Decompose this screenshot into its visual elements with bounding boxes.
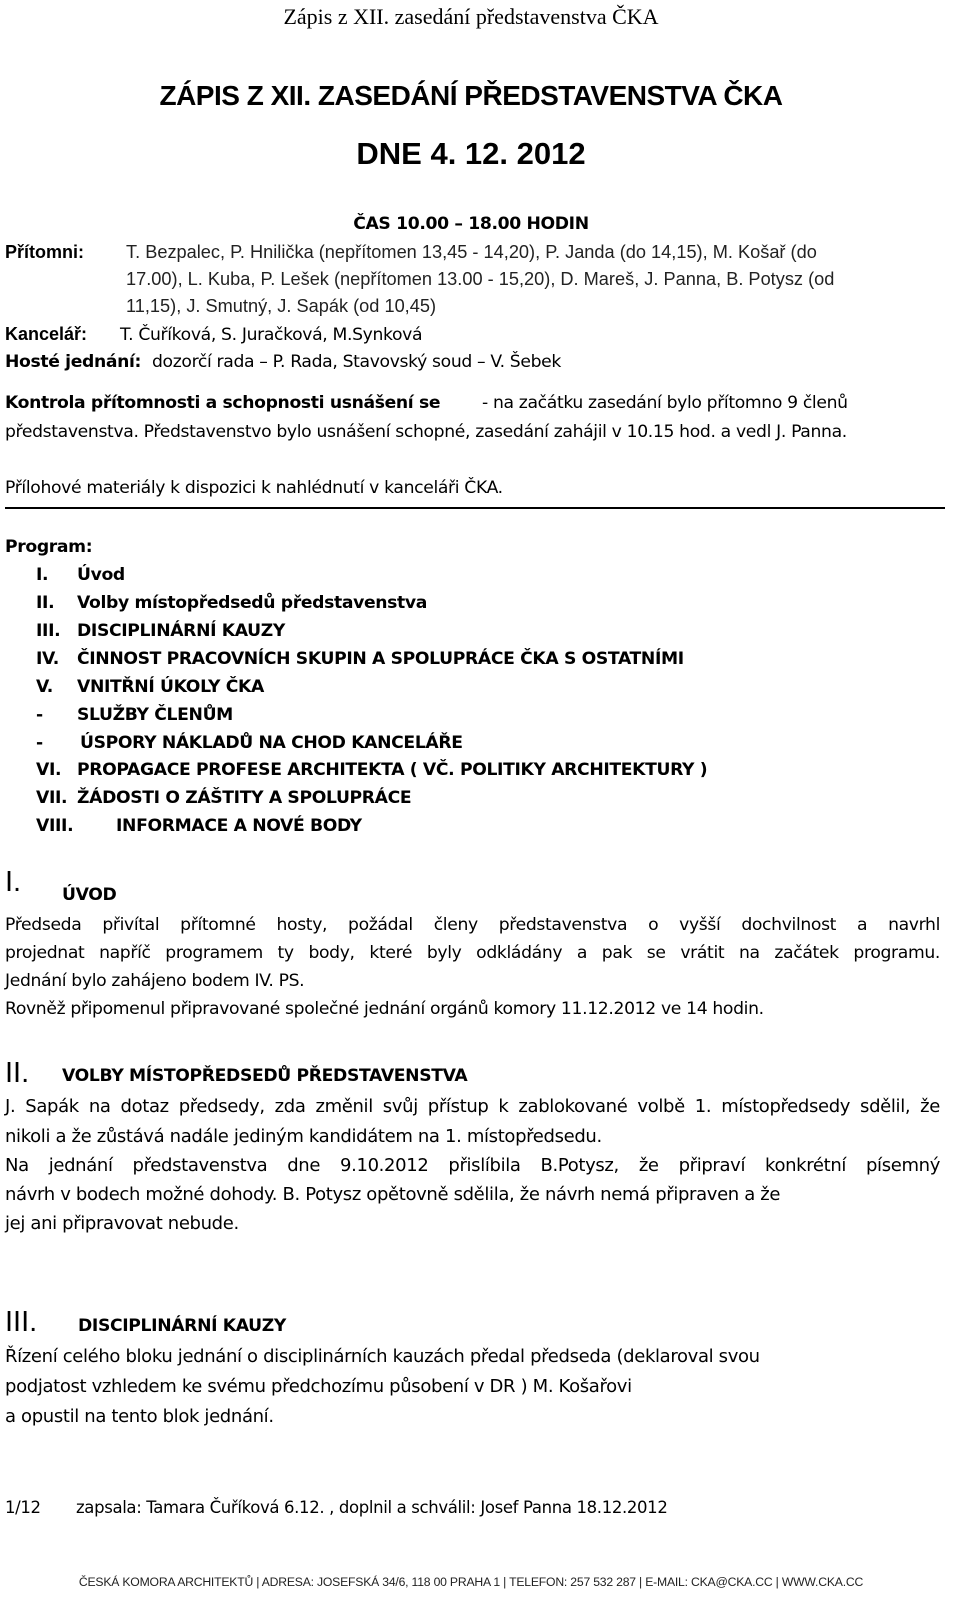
present-line: T. Bezpalec, P. Hnilička (nepřítomen 13,45 - 14,20), P. Janda (do 14,15), M. Košař (do: [126, 242, 817, 262]
section-title: ÚVOD: [62, 885, 117, 905]
office-value: T. Čuříková, S. Juračková, M.Synková: [120, 325, 423, 345]
program-item-num: V.: [36, 677, 53, 697]
paragraph-line: a opustil na tento blok jednání.: [5, 1406, 274, 1427]
paragraph-line: nikoli a že zůstává nadále jediným kandidátem na 1. místopředsedu.: [5, 1126, 602, 1147]
attachments-note: Přílohové materiály k dispozici k nahlédnutí v kanceláři ČKA.: [5, 478, 503, 498]
paragraph-line: Řízení celého bloku jednání o disciplinárních kauzách předal předseda (deklaroval svou: [5, 1346, 760, 1367]
program-item: INFORMACE A NOVÉ BODY: [116, 816, 362, 836]
section-number: III.: [5, 1306, 38, 1338]
program-item-num: VII.: [36, 788, 68, 808]
running-header: Zápis z XII. zasedání představenstva ČKA: [283, 4, 659, 29]
guests-value: dozorčí rada – P. Rada, Stavovský soud – V. Šebek: [152, 352, 561, 372]
program-item: ÚSPORY NÁKLADŮ NA CHOD KANCELÁŘE: [80, 733, 463, 753]
program-item: DISCIPLINÁRNÍ KAUZY: [77, 621, 285, 641]
program-item-num: -: [36, 705, 43, 725]
section-title: DISCIPLINÁRNÍ KAUZY: [78, 1316, 286, 1336]
program-item-num: VIII.: [36, 816, 74, 836]
program-item-num: IV.: [36, 649, 59, 669]
program-item-num: I.: [36, 565, 49, 585]
paragraph-line: podjatost vzhledem ke svému předchozímu působení v DR ) M. Košařovi: [5, 1376, 632, 1397]
meeting-date: DNE 4. 12. 2012: [356, 136, 586, 171]
program-item: Volby místopředsedů představenstva: [77, 593, 427, 613]
guests-label: Hosté jednání:: [5, 352, 142, 372]
quorum-text: představenstva. Představenstvo bylo usnášení schopné, zasedání zahájil v 10.15 hod. a vedl J. Panna.: [5, 422, 847, 442]
present-line: 11,15), J. Smutný, J. Sapák (od 10,45): [126, 296, 437, 316]
program-item: Úvod: [77, 565, 125, 585]
program-item: VNITŘNÍ ÚKOLY ČKA: [77, 677, 264, 697]
program-item: ČINNOST PRACOVNÍCH SKUPIN A SPOLUPRÁCE ČKA S OSTATNÍMI: [77, 649, 684, 669]
document-title: ZÁPIS Z XII. ZASEDÁNÍ PŘEDSTAVENSTVA ČKA: [159, 80, 783, 111]
meeting-time: ČAS 10.00 – 18.00 HODIN: [353, 214, 589, 234]
paragraph-line: jej ani připravovat nebude.: [5, 1213, 239, 1234]
paragraph-line: J. Sapák na dotaz předsedy, zda změnil svůj přístup k zablokované volbě 1. místopředsedy sdělil, že: [5, 1096, 940, 1117]
page-number: 1/12: [5, 1498, 41, 1517]
present-label: Přítomni:: [5, 242, 84, 262]
paragraph-line: návrh v bodech možné dohody. B. Potysz opětovně sdělila, že návrh nemá připraven a že: [5, 1184, 781, 1205]
organization-footer: ČESKÁ KOMORA ARCHITEKTŮ | ADRESA: JOSEFSKÁ 34/6, 118 00 PRAHA 1 | TELEFON: 257 532 287 | E-MAIL: CKA@CKA.CC | WWW.CKA.CC: [78, 1575, 864, 1589]
recorded-by: zapsala: Tamara Čuříková 6.12. , doplnil a schválil: Josef Panna 18.12.2012: [76, 1498, 668, 1517]
divider: [5, 507, 945, 509]
paragraph-line: Rovněž připomenul připravované společné jednání orgánů komory 11.12.2012 ve 14 hodin.: [5, 999, 764, 1019]
quorum-label: Kontrola přítomnosti a schopnosti usnášení se: [5, 393, 441, 413]
office-label: Kancelář:: [5, 324, 88, 344]
program-item-num: -: [36, 733, 43, 753]
program-item: PROPAGACE PROFESE ARCHITEKTA ( VČ. POLITIKY ARCHITEKTURY ): [77, 760, 708, 780]
section-number: II.: [5, 1057, 30, 1089]
section-title: VOLBY MÍSTOPŘEDSEDŮ PŘEDSTAVENSTVA: [62, 1066, 468, 1086]
paragraph-line: Předseda přivítal přítomné hosty, požádal členy představenstva o vyšší dochvilnost a navrhl: [5, 915, 940, 935]
paragraph-line: projednat napříč programem ty body, které byly odkládány a pak se vrátit na začátek programu.: [5, 943, 940, 963]
program-item-num: III.: [36, 621, 61, 641]
present-line: 17.00), L. Kuba, P. Lešek (nepřítomen 13.00 - 15,20), D. Mareš, J. Panna, B. Potysz (od: [126, 269, 835, 289]
paragraph-line: Na jednání představenstva dne 9.10.2012 přislíbila B.Potysz, že připraví konkrétní písemný: [5, 1155, 940, 1176]
program-item: SLUŽBY ČLENŮM: [77, 705, 233, 725]
program-item-num: II.: [36, 593, 55, 613]
section-number: I.: [5, 866, 22, 898]
program-item: ŽÁDOSTI O ZÁŠTITY A SPOLUPRÁCE: [77, 788, 412, 808]
program-item-num: VI.: [36, 760, 62, 780]
quorum-text: - na začátku zasedání bylo přítomno 9 členů: [482, 393, 848, 413]
program-label: Program:: [5, 537, 93, 557]
paragraph-line: Jednání bylo zahájeno bodem IV. PS.: [5, 971, 305, 991]
